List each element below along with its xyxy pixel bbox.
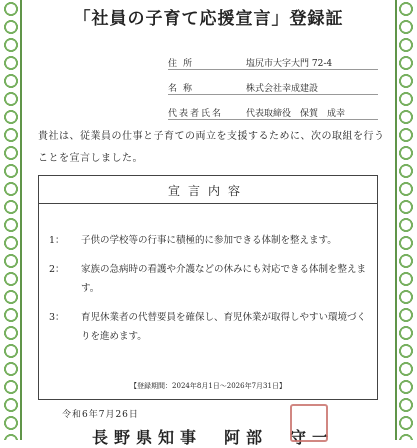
- declaration-item: [49, 231, 369, 250]
- declaration-item-number: 3：: [49, 312, 65, 323]
- declaration-item-text: 子供の学校等の行事に積極的に参加できる体制を整えます。: [81, 235, 337, 246]
- name-value: 株式会社幸成建設: [246, 84, 319, 94]
- address-row: [168, 48, 378, 70]
- declaration-heading: 宣言内容: [167, 184, 248, 198]
- declaration-item: [49, 308, 369, 346]
- intro-paragraph: 貴社は、従業員の仕事と子育ての両立を支援するために、次の取組を行うことを宣言しました。: [38, 131, 385, 164]
- declaration-box: [38, 175, 378, 400]
- official-seal: [290, 404, 328, 442]
- representative-label: 代表者氏名: [168, 109, 224, 119]
- certificate-title: 「社員の子育て応援宣言」登録証: [73, 9, 344, 29]
- address-value: 塩尻市大字大門 72-4: [246, 59, 333, 69]
- decorative-border-right: [395, 0, 417, 440]
- registrant-info: [168, 48, 378, 123]
- name-label: 名称: [168, 84, 199, 94]
- declaration-item-text: 育児休業者の代替要員を確保し、育児休業が取得しやすい環境づくりを進めます。: [81, 312, 367, 342]
- declaration-list: [49, 231, 369, 356]
- declaration-item-text: 家族の急病時の看護や介護などの休みにも対応できる体制を整えます。: [81, 264, 367, 294]
- governor-signature: 長野県知事 阿部 守一: [92, 428, 335, 447]
- declaration-item: [49, 260, 369, 298]
- declaration-divider: [39, 203, 377, 204]
- declaration-item-number: 1：: [49, 235, 65, 246]
- address-label: 住所: [168, 59, 199, 69]
- registration-period: 【登録期間：2024年8月1日～2026年7月31日】: [130, 382, 286, 390]
- issue-date: 令和6年7月26日: [62, 410, 139, 420]
- decorative-border-left: [0, 0, 22, 440]
- representative-value: 代表取締役 保賀 成幸: [246, 109, 346, 119]
- declaration-item-number: 2：: [49, 264, 65, 275]
- representative-row: [168, 98, 378, 120]
- name-row: [168, 73, 378, 95]
